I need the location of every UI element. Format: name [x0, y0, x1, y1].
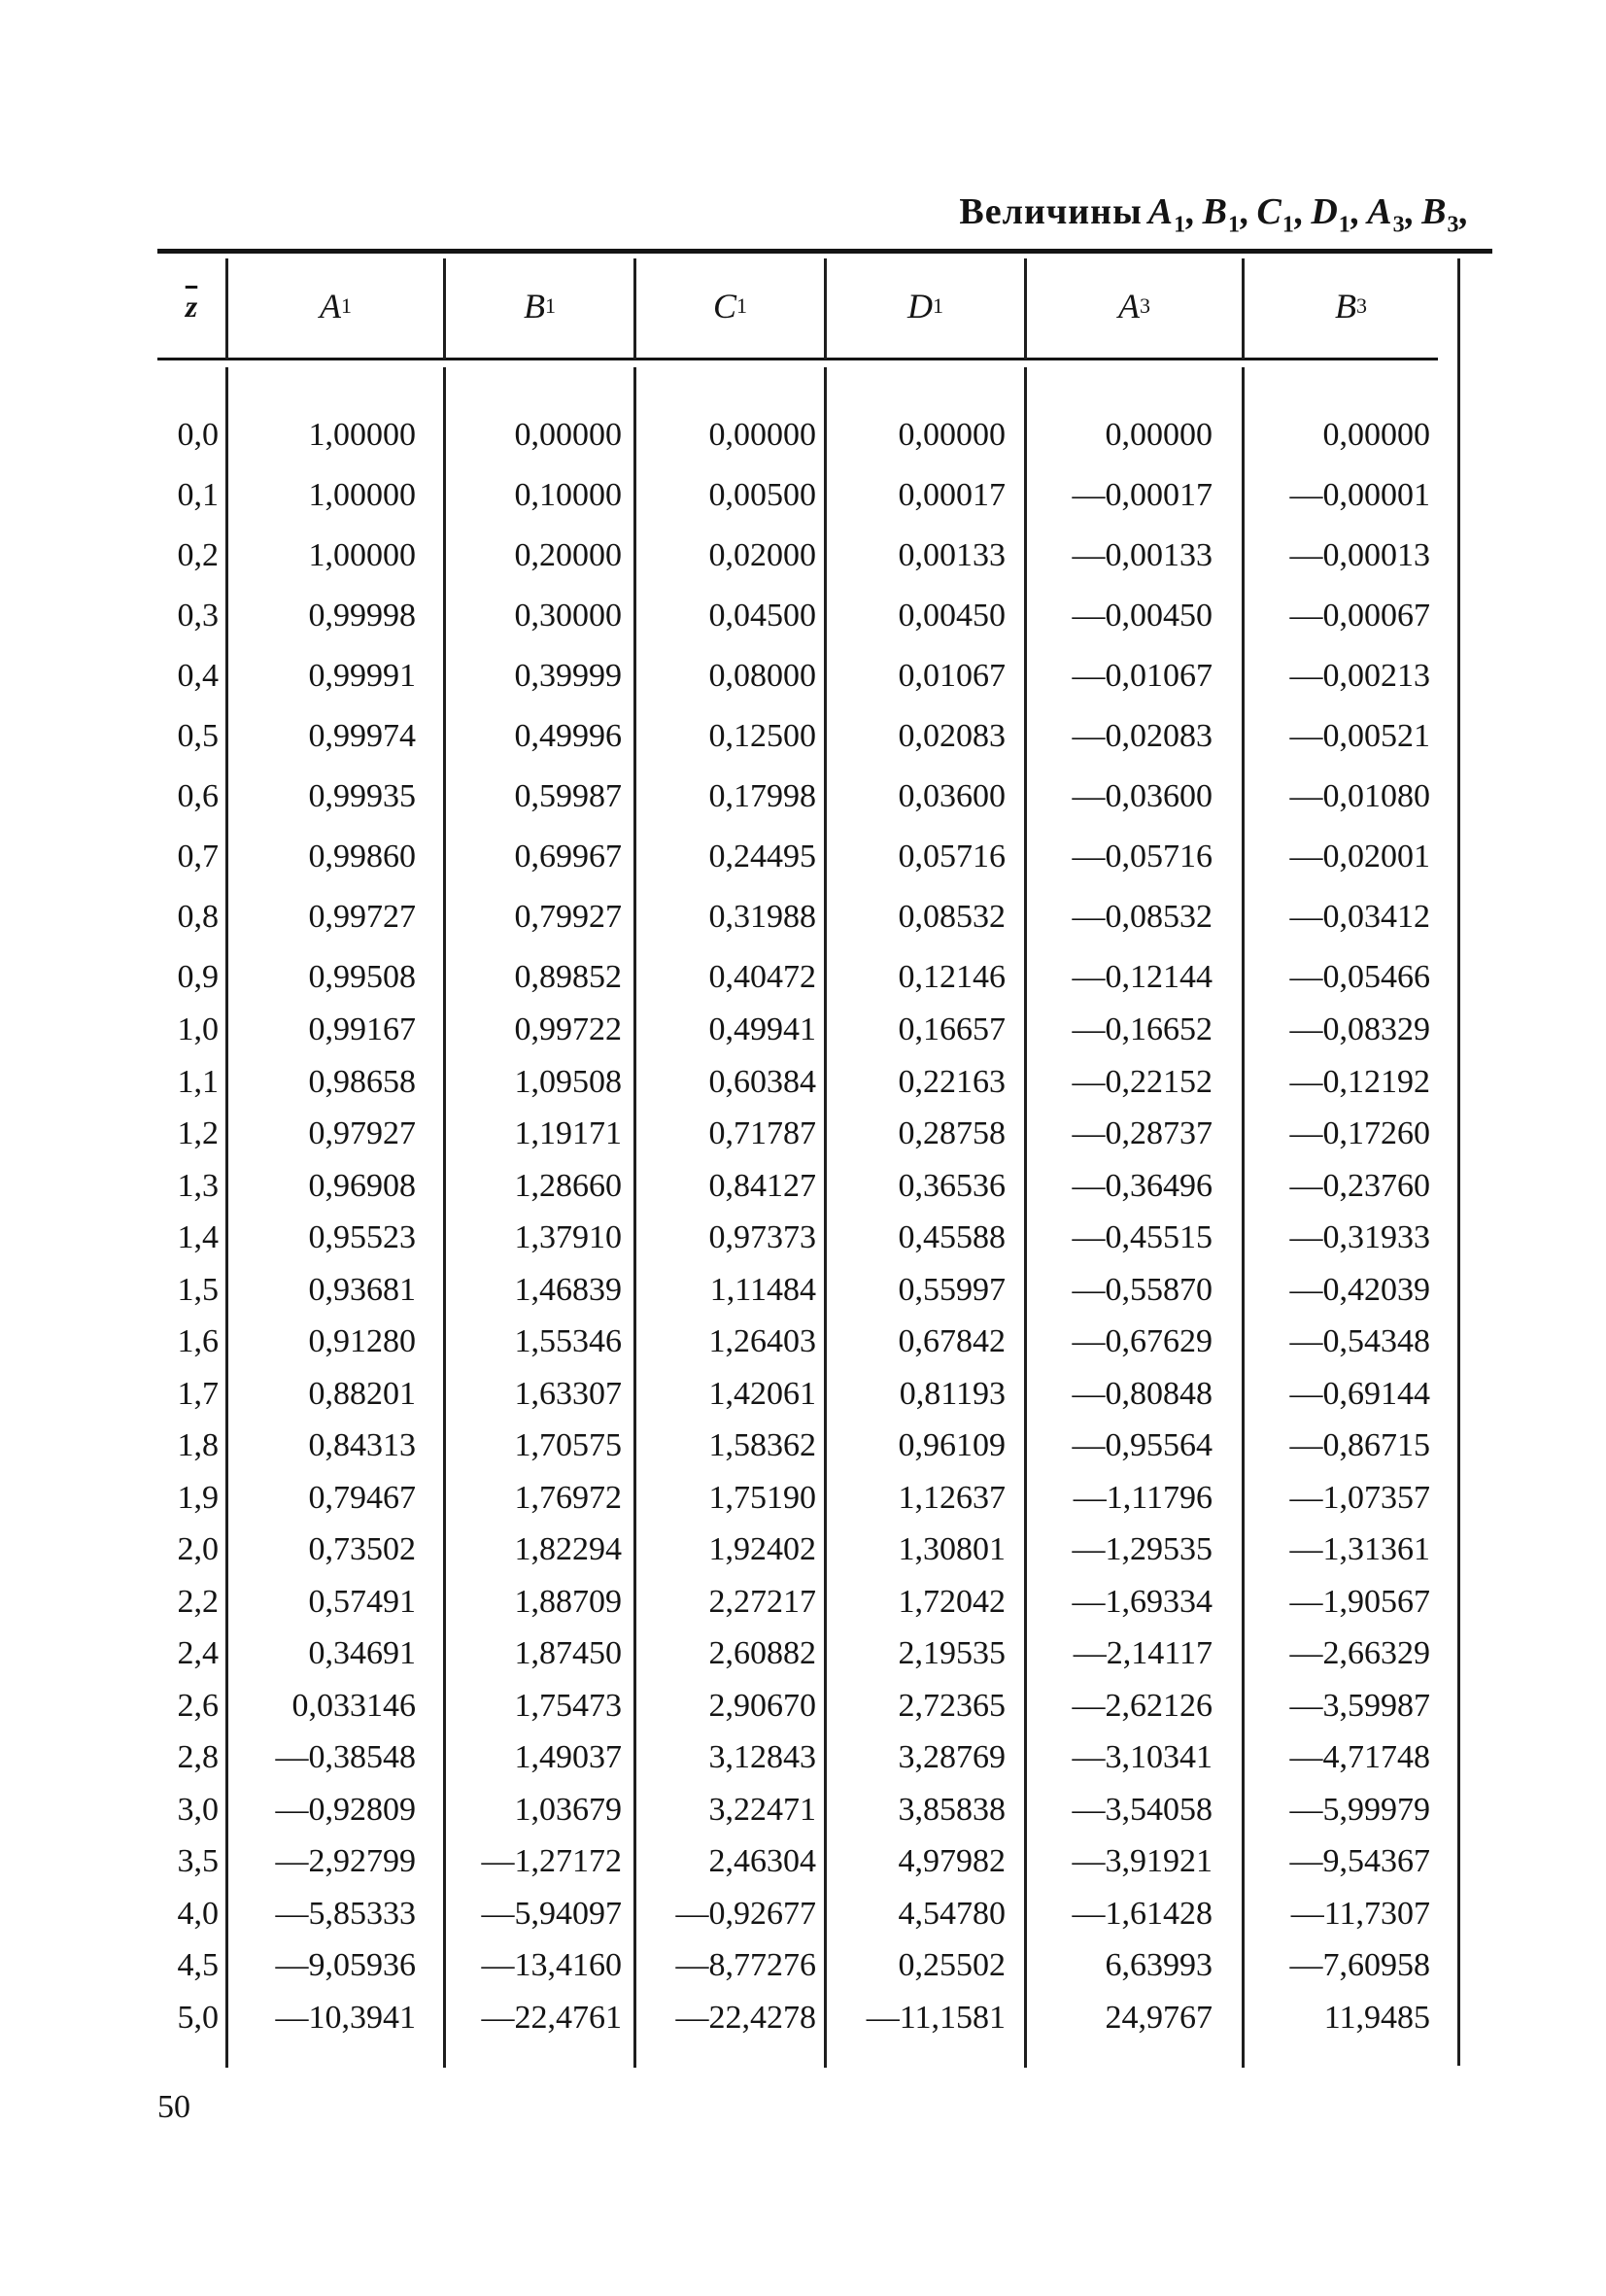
cell-c1: 0,12500: [708, 718, 816, 754]
cell-b3: —0,02001: [1289, 839, 1430, 874]
cell-d1: 3,28769: [898, 1739, 1006, 1775]
cell-b3: 0,00000: [1322, 417, 1430, 453]
cell-b1: 0,20000: [514, 537, 622, 573]
cell-b1: 0,79927: [514, 899, 622, 935]
cell-a1: 0,99998: [308, 598, 416, 634]
header-z: $\overline{z}$: [185, 288, 198, 324]
cell-c1: 3,12843: [708, 1739, 816, 1775]
cell-c1: 0,02000: [708, 537, 816, 573]
cell-a1: 0,99860: [308, 839, 416, 874]
cell-d1: 0,00017: [898, 477, 1006, 513]
cell-a1: 0,99991: [308, 658, 416, 694]
cell-a3: 24,9767: [1105, 2000, 1213, 2036]
cell-c1: 0,60384: [708, 1064, 816, 1100]
cell-c1: 0,04500: [708, 598, 816, 634]
cell-c1: 0,71787: [708, 1115, 816, 1151]
cell-z: 0,7: [177, 839, 219, 874]
cell-a1: 0,97927: [308, 1115, 416, 1151]
cell-d1: 1,72042: [898, 1584, 1006, 1620]
header-d1: D 1: [907, 287, 943, 326]
cell-a3: —0,95564: [1072, 1427, 1213, 1463]
cell-b1: 1,03679: [514, 1792, 622, 1828]
cell-d1: 0,28758: [898, 1115, 1006, 1151]
cell-b3: —3,59987: [1289, 1688, 1430, 1724]
cell-a1: —5,85333: [275, 1896, 416, 1932]
cell-z: 3,0: [177, 1792, 219, 1828]
cell-b3: —0,69144: [1289, 1376, 1430, 1412]
cell-z: 1,4: [177, 1219, 219, 1255]
cell-d1: 0,00450: [898, 598, 1006, 634]
cell-d1: 0,16657: [898, 1011, 1006, 1047]
cell-a3: —0,16652: [1072, 1011, 1213, 1047]
cell-c1: 0,40472: [708, 959, 816, 995]
cell-z: 0,6: [177, 778, 219, 814]
cell-z: 0,0: [177, 417, 219, 453]
cell-a1: —0,38548: [275, 1739, 416, 1775]
cell-b1: —5,94097: [481, 1896, 622, 1932]
cell-z: 1,5: [177, 1272, 219, 1308]
cell-z: 2,8: [177, 1739, 219, 1775]
cell-d1: 0,81193: [899, 1376, 1006, 1412]
cell-a1: 1,00000: [308, 417, 416, 453]
header-a1: A 1: [320, 287, 352, 326]
cell-z: 2,4: [177, 1635, 219, 1671]
table-top-rule: [157, 249, 1492, 254]
cell-c1: 2,46304: [708, 1843, 816, 1879]
cell-d1: 2,72365: [898, 1688, 1006, 1724]
cell-c1: 1,42061: [708, 1376, 816, 1412]
cell-a3: —0,80848: [1072, 1376, 1213, 1412]
cell-b3: —0,05466: [1289, 959, 1430, 995]
cell-b1: 0,39999: [514, 658, 622, 694]
cell-z: 1,6: [177, 1323, 219, 1359]
cell-a1: 1,00000: [308, 477, 416, 513]
cell-z: 3,5: [177, 1843, 219, 1879]
cell-a1: 0,96908: [308, 1168, 416, 1204]
cell-a1: 0,99167: [308, 1011, 416, 1047]
cell-a3: —0,45515: [1072, 1219, 1213, 1255]
cell-c1: 1,26403: [708, 1323, 816, 1359]
cell-d1: 1,12637: [898, 1480, 1006, 1516]
cell-c1: 0,08000: [708, 658, 816, 694]
cell-b3: —0,17260: [1289, 1115, 1430, 1151]
cell-c1: 0,00000: [708, 417, 816, 453]
cell-c1: 0,97373: [708, 1219, 816, 1255]
cell-d1: 2,19535: [898, 1635, 1006, 1671]
cell-a3: 6,63993: [1105, 1947, 1213, 1983]
cell-z: 1,0: [177, 1011, 219, 1047]
cell-a1: 0,79467: [308, 1480, 416, 1516]
cell-z: 0,9: [177, 959, 219, 995]
cell-b1: 1,87450: [514, 1635, 622, 1671]
cell-a3: —2,14117: [1073, 1635, 1213, 1671]
cell-a3: —0,36496: [1072, 1168, 1213, 1204]
cell-b1: —22,4761: [481, 2000, 622, 2036]
cell-a1: —2,92799: [275, 1843, 416, 1879]
cell-d1: 0,67842: [898, 1323, 1006, 1359]
cell-b1: 1,55346: [514, 1323, 622, 1359]
cell-b3: —0,00067: [1289, 598, 1430, 634]
header-c1: C 1: [712, 287, 747, 326]
cell-b1: 1,28660: [514, 1168, 622, 1204]
cell-a1: —10,3941: [275, 2000, 416, 2036]
cell-b3: —0,54348: [1289, 1323, 1430, 1359]
header-a3: A 3: [1118, 287, 1150, 326]
cell-d1: 4,54780: [898, 1896, 1006, 1932]
cell-a1: 0,88201: [308, 1376, 416, 1412]
cell-a1: 0,34691: [308, 1635, 416, 1671]
cell-a3: —1,61428: [1072, 1896, 1213, 1932]
cell-c1: 0,24495: [708, 839, 816, 874]
cell-a3: —1,11796: [1073, 1480, 1213, 1516]
cell-b1: 0,49996: [514, 718, 622, 754]
cell-d1: 0,45588: [898, 1219, 1006, 1255]
cell-b3: —0,08329: [1289, 1011, 1430, 1047]
cell-a3: 0,00000: [1105, 417, 1213, 453]
cell-d1: 0,12146: [898, 959, 1006, 995]
cell-b3: —0,03412: [1289, 899, 1430, 935]
cell-a1: —9,05936: [275, 1947, 416, 1983]
cell-c1: 0,17998: [708, 778, 816, 814]
cell-a3: —0,08532: [1072, 899, 1213, 935]
cell-c1: 2,60882: [708, 1635, 816, 1671]
cell-a3: —0,67629: [1072, 1323, 1213, 1359]
cell-b1: 0,89852: [514, 959, 622, 995]
cell-a3: —1,29535: [1072, 1531, 1213, 1567]
cell-b3: —0,00013: [1289, 537, 1430, 573]
cell-d1: 0,00000: [898, 417, 1006, 453]
cell-b3: —9,54367: [1289, 1843, 1430, 1879]
cell-b3: —1,07357: [1289, 1480, 1430, 1516]
cell-c1: —8,77276: [675, 1947, 816, 1983]
cell-b3: —0,42039: [1289, 1272, 1430, 1308]
cell-b3: —1,90567: [1289, 1584, 1430, 1620]
cell-c1: 3,22471: [708, 1792, 816, 1828]
cell-d1: 0,02083: [898, 718, 1006, 754]
title-var: $A_1$,: [1147, 191, 1197, 238]
cell-a3: —3,91921: [1072, 1843, 1213, 1879]
title-var: $A_3$,: [1367, 191, 1417, 238]
cell-b3: —0,00521: [1289, 718, 1430, 754]
cell-z: 1,3: [177, 1168, 219, 1204]
cell-b3: —2,66329: [1289, 1635, 1430, 1671]
cell-a3: —0,05716: [1072, 839, 1213, 874]
cell-b1: 0,59987: [514, 778, 622, 814]
cell-b1: 1,63307: [514, 1376, 622, 1412]
cell-z: 2,2: [177, 1584, 219, 1620]
cell-b1: 1,88709: [514, 1584, 622, 1620]
cell-b1: —1,27172: [481, 1843, 622, 1879]
cell-z: 1,9: [177, 1480, 219, 1516]
cell-a3: —0,01067: [1072, 658, 1213, 694]
cell-b1: 0,99722: [514, 1011, 622, 1047]
cell-d1: 4,97982: [898, 1843, 1006, 1879]
cell-a1: —0,92809: [275, 1792, 416, 1828]
cell-d1: —11,1581: [866, 2000, 1006, 2036]
cell-b1: 1,46839: [514, 1272, 622, 1308]
cell-a3: —0,12144: [1072, 959, 1213, 995]
title-var: $B_1$,: [1202, 191, 1251, 238]
cell-b1: 0,30000: [514, 598, 622, 634]
cell-b1: 1,76972: [514, 1480, 622, 1516]
cell-c1: —0,92677: [675, 1896, 816, 1932]
cell-b3: —5,99979: [1289, 1792, 1430, 1828]
cell-b3: —0,31933: [1289, 1219, 1430, 1255]
cell-b1: 1,37910: [514, 1219, 622, 1255]
cell-z: 0,1: [177, 477, 219, 513]
cell-c1: 0,31988: [708, 899, 816, 935]
cell-z: 0,4: [177, 658, 219, 694]
cell-c1: 2,27217: [708, 1584, 816, 1620]
cell-d1: 0,55997: [898, 1272, 1006, 1308]
cell-b1: 0,10000: [514, 477, 622, 513]
cell-z: 0,3: [177, 598, 219, 634]
cell-b3: —0,01080: [1289, 778, 1430, 814]
cell-d1: 3,85838: [898, 1792, 1006, 1828]
cell-b3: —0,86715: [1289, 1427, 1430, 1463]
cell-b3: —4,71748: [1289, 1739, 1430, 1775]
page-number: 50: [157, 2089, 190, 2125]
cell-a1: 0,98658: [308, 1064, 416, 1100]
cell-d1: 0,03600: [898, 778, 1006, 814]
cell-a3: —0,28737: [1072, 1115, 1213, 1151]
cell-z: 2,0: [177, 1531, 219, 1567]
cell-z: 1,2: [177, 1115, 219, 1151]
cell-a1: 1,00000: [308, 537, 416, 573]
cell-z: 0,5: [177, 718, 219, 754]
cell-b1: 1,19171: [514, 1115, 622, 1151]
cell-d1: 0,08532: [898, 899, 1006, 935]
cell-a1: 0,99727: [308, 899, 416, 935]
cell-c1: 0,49941: [708, 1011, 816, 1047]
cell-b1: 0,69967: [514, 839, 622, 874]
cell-b3: —0,00001: [1289, 477, 1430, 513]
cell-d1: 0,05716: [898, 839, 1006, 874]
cell-d1: 1,30801: [898, 1531, 1006, 1567]
cell-b3: —0,23760: [1289, 1168, 1430, 1204]
cell-a3: —0,00450: [1072, 598, 1213, 634]
cell-c1: 1,11484: [709, 1272, 816, 1308]
cell-z: 4,5: [177, 1947, 219, 1983]
cell-b3: —11,7307: [1290, 1896, 1430, 1932]
cell-d1: 0,01067: [898, 658, 1006, 694]
cell-a3: —1,69334: [1072, 1584, 1213, 1620]
cell-c1: —22,4278: [675, 2000, 816, 2036]
cell-a3: —2,62126: [1072, 1688, 1213, 1724]
cell-b1: 1,49037: [514, 1739, 622, 1775]
cell-b3: —0,12192: [1289, 1064, 1430, 1100]
cell-z: 1,1: [177, 1064, 219, 1100]
cell-d1: 0,25502: [898, 1947, 1006, 1983]
cell-b1: —13,4160: [481, 1947, 622, 1983]
cell-z: 1,7: [177, 1376, 219, 1412]
cell-z: 0,2: [177, 537, 219, 573]
header-b3: B 3: [1335, 287, 1367, 326]
cell-a3: —0,22152: [1072, 1064, 1213, 1100]
cell-a1: 0,99508: [308, 959, 416, 995]
cell-d1: 0,00133: [898, 537, 1006, 573]
table-header-rule: [157, 358, 1438, 360]
cell-z: 5,0: [177, 2000, 219, 2036]
cell-a1: 0,84313: [308, 1427, 416, 1463]
cell-b1: 1,09508: [514, 1064, 622, 1100]
cell-z: 1,8: [177, 1427, 219, 1463]
cell-z: 2,6: [177, 1688, 219, 1724]
header-b1: B 1: [524, 287, 556, 326]
cell-a1: 0,57491: [308, 1584, 416, 1620]
cell-a1: 0,99974: [308, 718, 416, 754]
cell-c1: 1,92402: [708, 1531, 816, 1567]
page-title: [959, 190, 1470, 239]
cell-c1: 0,84127: [708, 1168, 816, 1204]
cell-a1: 0,99935: [308, 778, 416, 814]
cell-z: 0,8: [177, 899, 219, 935]
title-text: Величины: [959, 191, 1143, 232]
cell-b1: 1,70575: [514, 1427, 622, 1463]
cell-b3: 11,9485: [1323, 2000, 1430, 2036]
cell-b3: —1,31361: [1289, 1531, 1430, 1567]
cell-a1: 0,033146: [291, 1688, 416, 1724]
cell-c1: 2,90670: [708, 1688, 816, 1724]
cell-b3: —7,60958: [1289, 1947, 1430, 1983]
cell-c1: 0,00500: [708, 477, 816, 513]
cell-a3: —3,54058: [1072, 1792, 1213, 1828]
title-var: $D_1$,: [1311, 191, 1362, 238]
cell-d1: 0,96109: [898, 1427, 1006, 1463]
cell-a1: 0,73502: [308, 1531, 416, 1567]
cell-a3: —0,03600: [1072, 778, 1213, 814]
cell-a3: —0,00133: [1072, 537, 1213, 573]
cell-d1: 0,22163: [898, 1064, 1006, 1100]
title-var: $C_1$,: [1256, 191, 1306, 238]
cell-b1: 1,82294: [514, 1531, 622, 1567]
cell-c1: 1,58362: [708, 1427, 816, 1463]
cell-c1: 1,75190: [708, 1480, 816, 1516]
cell-b1: 1,75473: [514, 1688, 622, 1724]
cell-d1: 0,36536: [898, 1168, 1006, 1204]
cell-a3: —0,55870: [1072, 1272, 1213, 1308]
cell-z: 4,0: [177, 1896, 219, 1932]
cell-b3: —0,00213: [1289, 658, 1430, 694]
title-var: $B_3$,: [1421, 191, 1470, 238]
cell-a1: 0,95523: [308, 1219, 416, 1255]
cell-a3: —0,02083: [1072, 718, 1213, 754]
cell-b1: 0,00000: [514, 417, 622, 453]
table-right-border: [1457, 258, 1460, 2066]
cell-a3: —3,10341: [1072, 1739, 1213, 1775]
cell-a1: 0,91280: [308, 1323, 416, 1359]
cell-a3: —0,00017: [1072, 477, 1213, 513]
cell-a1: 0,93681: [308, 1272, 416, 1308]
